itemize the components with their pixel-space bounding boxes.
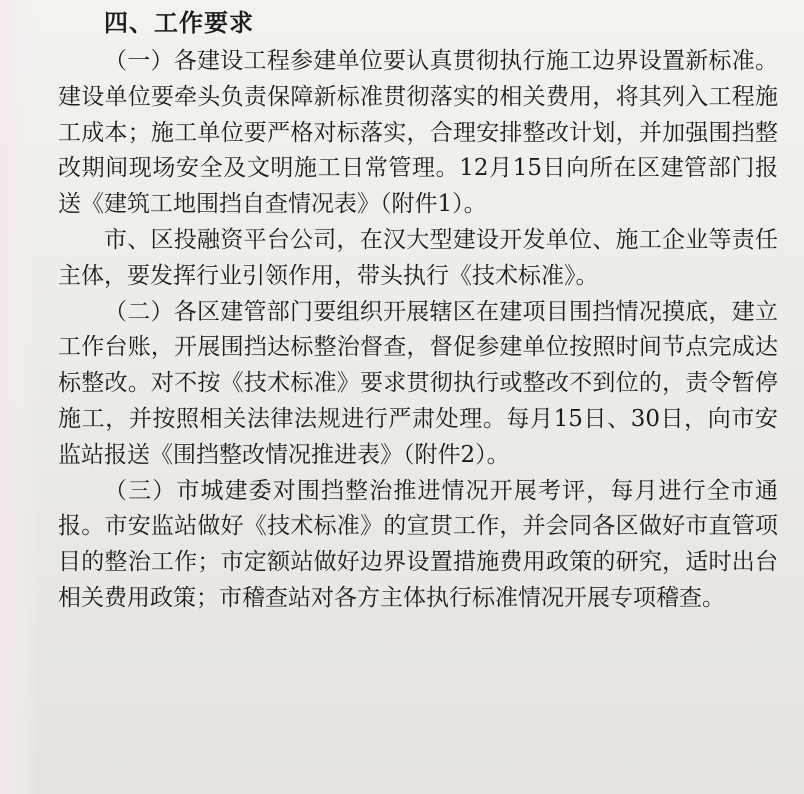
paragraph-item-1: （一）各建设工程参建单位要认真贯彻执行施工边界设置新标准。建设单位要牵头负责保障新标准贯彻落实的相关费用，将其列入工程施工成本；施工单位要严格对标落实，合理安排整改计划，并加强围挡整改期间现场安全及文明施工日常管理。12月15日向所在区建管部门报送《建筑工地围挡自查情况表》（附件1）。	[58, 48, 778, 218]
paragraph-item-2: 市、区投融资平台公司，在汉大型建设开发单位、施工企业等责任主体，要发挥行业引领作用，带头执行《技术标准》。	[58, 226, 778, 289]
paragraph-item-3: （二）各区建管部门要组织开展辖区在建项目围挡情况摸底，建立工作台账，开展围挡达标整治督查，督促参建单位按照时间节点完成达标整改。对不按《技术标准》要求贯彻执行或整改不到位的，责令暂停施工，并按照相关法律法规进行严肃处理。每月15日、30日，向市安监站报送《围挡整改情况推进表》（附件2）。	[58, 298, 778, 468]
section-heading: 四、工作要求	[104, 8, 254, 37]
paragraph-item-4: （三）市城建委对围挡整治推进情况开展考评，每月进行全市通报。市安监站做好《技术标准》的宣贯工作，并会同各区做好市直管项目的整治工作；市定额站做好边界设置措施费用政策的研究，适时出台相关费用政策；市稽查站对各方主体执行标准情况开展专项稽查。	[58, 477, 778, 611]
page-edge-tint	[0, 0, 38, 794]
document-body	[58, 6, 778, 617]
